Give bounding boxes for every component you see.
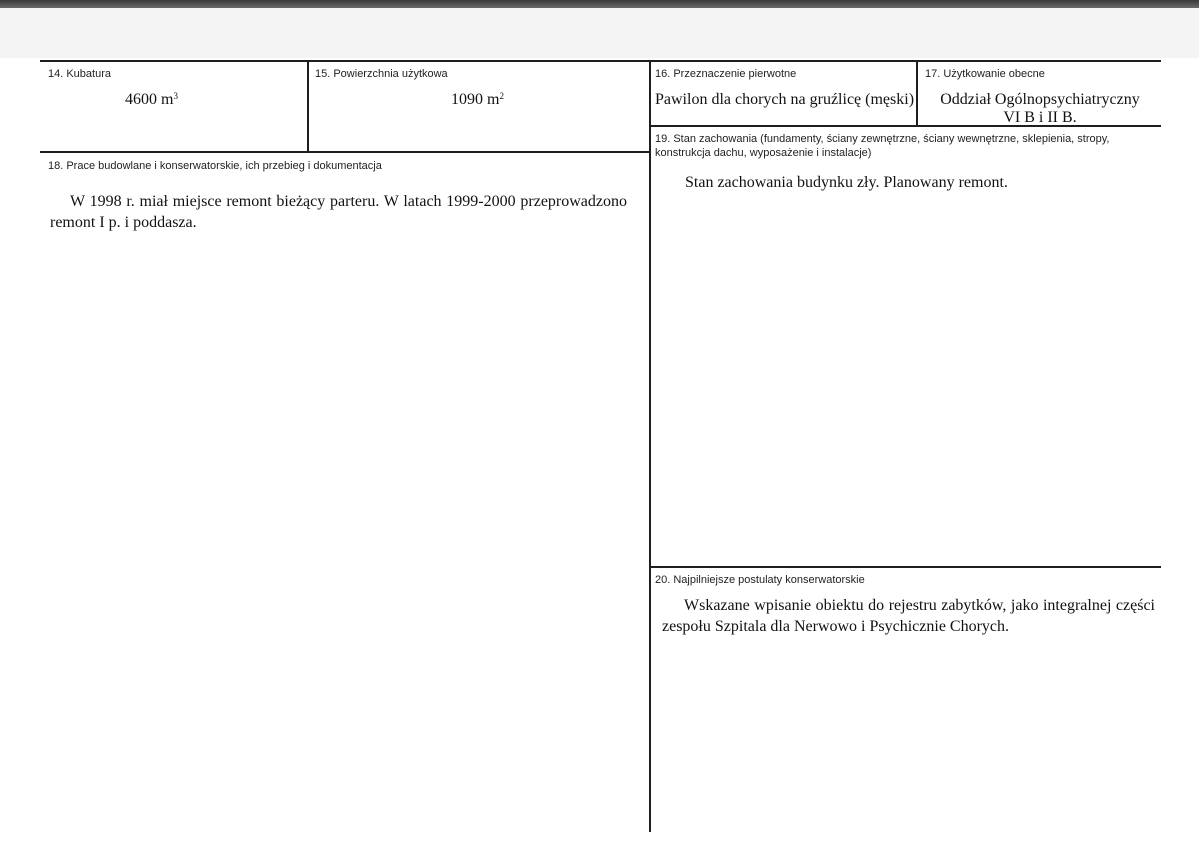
stan-text: Stan zachowania budynku zły. Planowany remont.	[685, 174, 1008, 191]
center-divider	[649, 60, 651, 832]
kubatura-exponent: 3	[173, 91, 178, 101]
powierzchnia-value	[451, 89, 504, 110]
kubatura-number: 4600 m	[125, 91, 174, 108]
record-card-sheet	[0, 58, 1199, 858]
postulaty-text: Wskazane wpisanie obiektu do rejestru zabytków, jako integralnej części zespołu Szpitala dla Nerwowo i Psychicznie Chorych.	[662, 597, 1155, 635]
scan-margin	[0, 8, 1199, 58]
uzytkowanie-label: 17. Użytkowanie obecne	[925, 68, 1045, 80]
powierzchnia-label: 15. Powierzchnia użytkowa	[315, 68, 448, 80]
kubatura-value	[125, 89, 178, 110]
przeznaczenie-label: 16. Przeznaczenie pierwotne	[655, 68, 797, 80]
divider-14-15	[307, 60, 309, 152]
uzytkowanie-value-line1: Oddział Ogólnopsychiatryczny	[940, 91, 1140, 108]
rule-above-20	[649, 566, 1161, 568]
rule-above-18	[40, 151, 650, 153]
top-rule	[40, 60, 1161, 62]
postulaty-label: 20. Najpilniejsze postulaty konserwatorskie	[655, 574, 865, 586]
przeznaczenie-value: Pawilon dla chorych na gruźlicę (męski)	[655, 91, 915, 108]
powierzchnia-exponent: 2	[499, 91, 504, 101]
uzytkowanie-value-line2: VI B i II B.	[1003, 109, 1077, 126]
stan-label: 19. Stan zachowania (fundamenty, ściany zewnętrzne, ściany wewnętrzne, sklepienia, stropy, konstrukcja dachu, wyposażenie i instalacje)	[655, 133, 1110, 159]
prace-label: 18. Prace budowlane i konserwatorskie, ich przebieg i dokumentacja	[48, 160, 382, 172]
divider-16-17	[916, 60, 918, 126]
powierzchnia-number: 1090 m	[451, 91, 500, 108]
kubatura-label: 14. Kubatura	[48, 68, 111, 80]
scan-top-edge	[0, 0, 1199, 8]
prace-text: W 1998 r. miał miejsce remont bieżący parteru. W latach 1999-2000 przeprowadzono remont I p. i poddasza.	[50, 193, 627, 231]
